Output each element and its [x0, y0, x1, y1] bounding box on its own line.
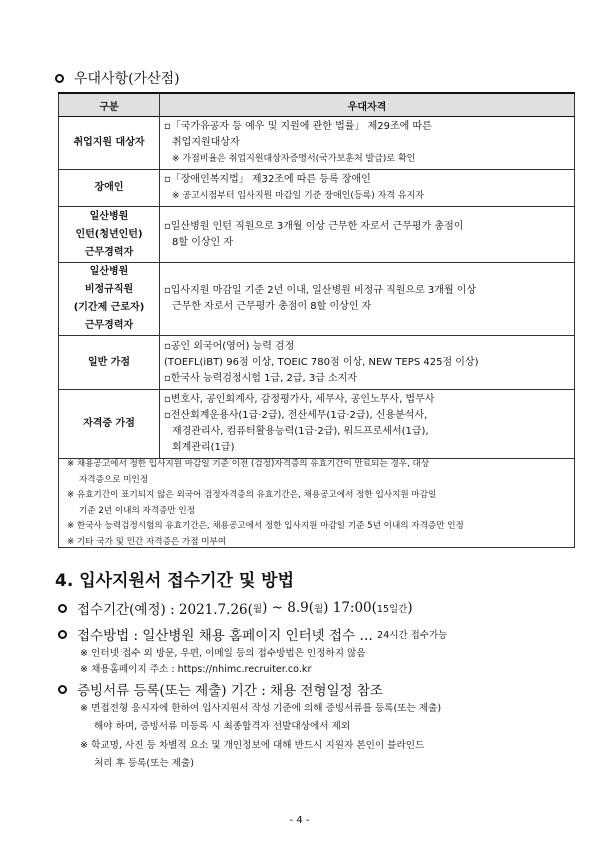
table-row — [59, 390, 575, 459]
proof-note: ※ 학교명, 사진 등 차별적 요소 및 개인정보에 대해 반드시 지원자 본인이 블라인드 처리 후 등록(또는 제출) — [80, 740, 425, 769]
row-label: 일산병원 비정규직원 (기간제 근로자) 근무경력자 — [59, 263, 160, 336]
circle-bullet-icon — [58, 685, 67, 694]
proof-item: 증빙서류 등록(또는 제출) 기간 : 채용 전형일정 참조 — [58, 679, 383, 699]
table-notes: ※ 채용공고에서 정한 입사지원 마감일 기준 이전 (검정)자격증의 유효기간이 만료되는 경우, 대상 자격증으로 미인정 ※ 유효기간이 표기되지 않은 외국어 검정자격증의 유효기간은, 채용공고에서 정한 입사지원 마감일 기준 2년 이내의 자격증만 인정 ※ 한국사 능력검정시험의 유효기간은, 채용공고에서 정한 입사지원 마감일 기준 5년 이내의 자격증만 인정 ※ 기타 국가 및 민간 자격증은 가점 미부여 — [58, 452, 575, 548]
row-label: 일산병원 인턴(청년인턴) 근무경력자 — [59, 207, 160, 263]
circle-bullet-icon — [58, 630, 67, 639]
circle-bullet-icon — [55, 74, 64, 83]
circle-bullet-icon — [58, 604, 67, 613]
proof-note: ※ 면접전형 응시자에 한하여 입사지원서 작성 기준에 의해 증빙서류를 등록(또는 제출) 해야 하며, 증빙서류 미등록 시 최종합격자 선발대상에서 제외 — [80, 703, 442, 732]
row-content: ▫일산병원 인턴 직원으로 3개월 이상 근무한 자로서 근무평가 총점이 8할 이상인 자 — [160, 207, 575, 263]
row-content: ▫변호사, 공인회계사, 감정평가사, 세무사, 공인노무사, 법무사 ▫전산회계운용사(1급·2급), 전산세무(1급·2급), 신용분석사, 재경관리사, 컴퓨터활용능력(1급·2급), 워드프로세서(1급), 회계관리(1급) — [160, 390, 575, 459]
row-label: 일반 가점 — [59, 336, 160, 390]
period-item: 접수기간(예정) : 2021.7.26( 월 ) ~ 8.9( 월 ) 17:00( 15일간 ) — [58, 598, 413, 618]
header-category: 구분 — [59, 93, 160, 117]
table-row — [59, 207, 575, 263]
section-heading: 4. 입사지원서 접수기간 및 방법 — [55, 571, 295, 591]
header-qualification: 우대자격 — [160, 93, 575, 117]
row-content: ▫입사지원 마감일 기준 2년 이내, 일산병원 비정규 직원으로 3개월 이상 근무한 자로서 근무평가 총점이 8할 이상인 자 — [160, 263, 575, 336]
table-row — [59, 117, 575, 170]
method-item: 접수방법 : 일산병원 채용 홈페이지 인터넷 접수 … 24시간 접수가능 — [58, 624, 447, 644]
row-label: 자격증 가점 — [59, 390, 160, 459]
row-content: ▫공인 외국어(영어) 능력 검정 (TOEFL(iBT) 96점 이상, TOEIC 780점 이상, NEW TEPS 425점 이상) ▫한국사 능력검정시험 1급, 2급, 3급 소지자 — [160, 336, 575, 390]
row-content: ▫「장애인복지법」 제32조에 따른 등록 장애인 ※ 공고시점부터 입사지원 마감일 기준 장애인(등록) 자격 유지자 — [160, 170, 575, 207]
page-number: - 4 - — [289, 815, 310, 826]
method-note: ※ 채용홈페이지 주소 : https://nhimc.recruiter.co.kr — [80, 664, 312, 675]
row-content: ▫「국가유공자 등 예우 및 지원에 관한 법률」 제29조에 따른 취업지원대상자 ※ 가점비율은 취업지원대상자증명서(국가보훈처 발급)로 확인 — [160, 117, 575, 170]
table-header-row — [59, 93, 575, 117]
row-label: 장애인 — [59, 170, 160, 207]
table-row — [59, 336, 575, 390]
table-row — [59, 170, 575, 207]
section-title: 우대사항(가산점) — [55, 68, 180, 88]
method-note: ※ 인터넷 접수 외 방문, 우편, 이메일 등의 접수방법은 인정하지 않음 — [80, 648, 366, 659]
preference-table — [58, 92, 575, 459]
table-row — [59, 263, 575, 336]
row-label: 취업지원 대상자 — [59, 117, 160, 170]
